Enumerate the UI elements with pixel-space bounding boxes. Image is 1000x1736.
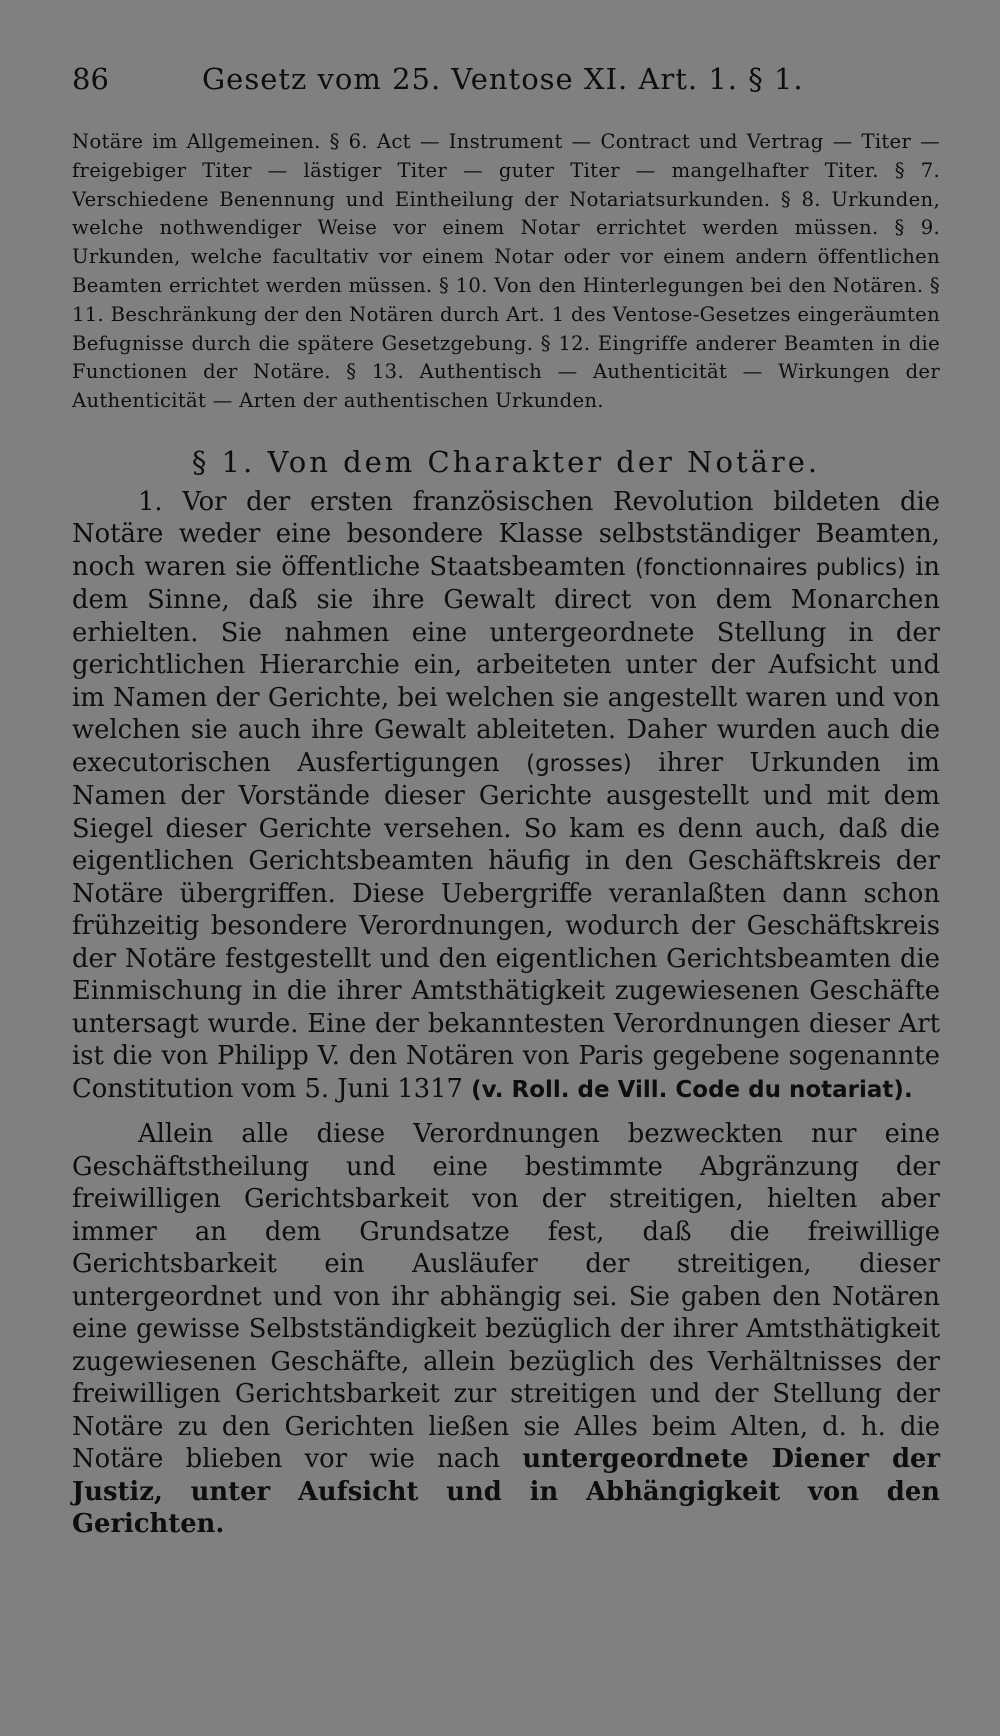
page-number: 86 <box>72 62 109 96</box>
paragraph-2 <box>72 1118 940 1541</box>
running-head <box>72 62 940 108</box>
paragraph-1-text-c: ihrer Urkunden im Namen der Vorstände dieser Gerichte ausgestellt und mit dem Siegel dieser Gerichte versehen. So kam es denn auch, daß die eigentlichen Gerichtsbeamten häufig in den Geschäftskreis der Notäre übergriffen. Diese Uebergriffe veranlaßten dann schon frühzeitig besondere Verordnungen, wodurch der Geschäftskreis der Notäre festgestellt und den eigentlichen Gerichtsbeamten die Einmischung in die ihrer Amtsthätigkeit zugewiesenen Geschäfte untersagt wurde. Eine der bekanntesten Verordnungen dieser Art ist die von Philipp V. den Notären von Paris gegebene sogenannte Constitution vom 5. Juni 1317 <box>72 747 940 1104</box>
latin-term-fonctionnaires: (fonctionnaires publics) <box>634 554 906 581</box>
paragraph-2-text-a: Allein alle diese Verordnungen bezweckten nur eine Geschäftstheilung und eine bestimmte Abgränzung der freiwilligen Gerichtsbarkeit von der streitigen, hielten aber immer an dem Grundsatze fest, daß die freiwillige Gerichtsbarkeit ein Ausläufer der streitigen, dieser untergeordnet und von ihr abhängig sei. Sie gaben den Notären eine gewisse Selbstständigkeit bezüglich der ihrer Amtsthätigkeit zugewiesenen Geschäfte, allein bezüglich des Verhältnisses der freiwilligen Gerichtsbarkeit zur streitigen und der Stellung der Notäre zu den Gerichten ließen sie Alles beim Alten, d. h. die Notäre blieben vor wie nach <box>72 1119 940 1475</box>
paragraph-1-text-b: in dem Sinne, daß sie ihre Gewalt direct von dem Monarchen erhielten. Sie nahmen eine untergeordnete Stellung in der gerichtlichen Hierarchie ein, arbeiteten unter der Aufsicht und im Namen der Gerichte, bei welchen sie angestellt waren und von welchen sie auch ihre Gewalt ableiteten. Daher wurden auch die executorischen Ausfertigungen <box>72 551 940 778</box>
latin-term-grosses: (grosses) <box>526 750 632 777</box>
book-page <box>72 62 940 1541</box>
paragraph-1-text-a: 1. Vor der ersten französischen Revolution bildeten die Notäre weder eine besondere Klasse selbstständiger Beamten, noch waren sie öffentliche Staatsbeamten <box>72 486 940 582</box>
section-heading: § 1. Von dem Charakter der Notäre. <box>191 444 821 479</box>
body-text <box>72 486 940 1541</box>
paragraph-2-text-b: untergeordnete Diener der Justiz, unter Aufsicht und in Abhängigkeit von den Gerichten. <box>72 1444 940 1540</box>
paragraph-1 <box>72 486 940 1107</box>
running-title: Gesetz vom 25. Ventose XI. Art. 1. § 1. <box>202 62 804 96</box>
citation: (v. Roll. de Vill. Code du notariat). <box>471 1076 913 1103</box>
section-summary: Notäre im Allgemeinen. § 6. Act — Instrument — Contract und Vertrag — Titer — freigebiger Titer — lästiger Titer — guter Titer — mangelhafter Titer. § 7. Verschiedene Benennung und Eintheilung der Notariatsurkunden. § 8. Urkunden, welche nothwendiger Weise vor einem Notar errichtet werden müssen. § 9. Urkunden, welche facultativ vor einem Notar oder vor einem andern öffentlichen Beamten errichtet werden müssen. § 10. Von den Hinterlegungen bei den Notären. § 11. Beschränkung der den Notären durch Art. 1 des Ventose-Gesetzes eingeräumten Befugnisse durch die spätere Gesetzgebung. § 12. Eingriffe anderer Beamten in die Functionen der Notäre. § 13. Authentisch — Authenticität — Wirkungen der Authenticität — Arten der authentischen Urkunden. <box>72 130 940 413</box>
